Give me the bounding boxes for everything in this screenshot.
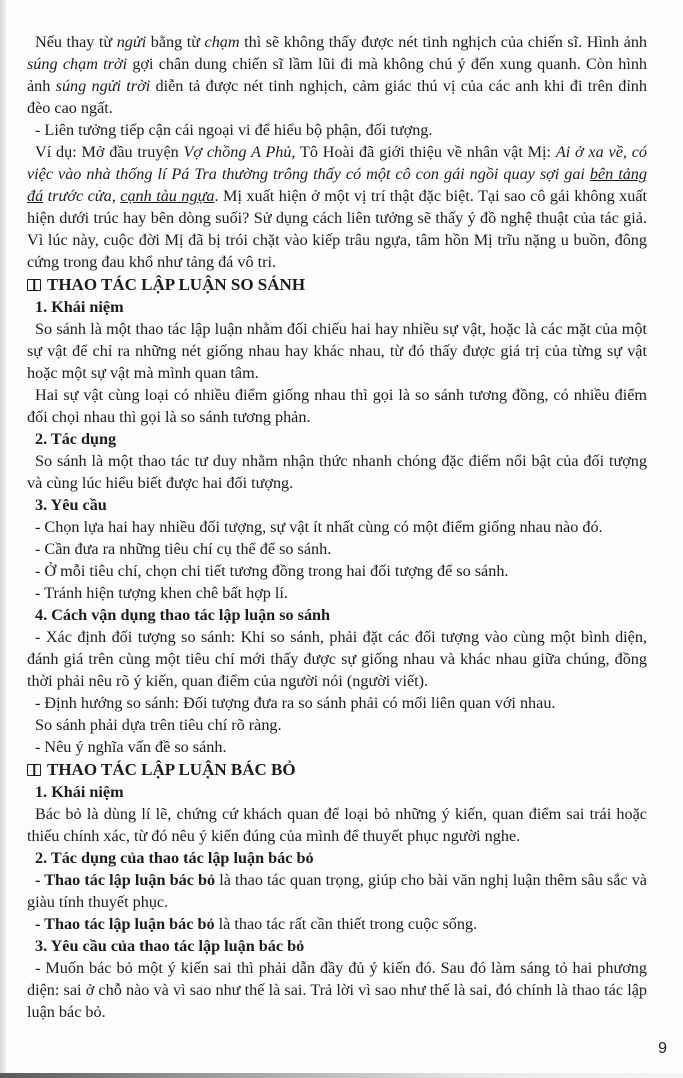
paragraph: So sánh là một thao tác lập luận nhằm đối chiếu hai hay nhiều sự vật, hoặc là các mặt của một sự vật để chỉ ra những nét giống nhau hay khác nhau, từ đó thấy được giá trị của từng sự vật hoặc một sự vật mà mình quan tâm. [27, 320, 647, 382]
quote-text: trước cửa, [43, 187, 121, 205]
text-run: là thao tác quan trọng, giúp cho bài văn nghị luận thêm sâu sắc và giàu tính thuyết phục. [27, 871, 647, 911]
list-item: - Cần đưa ra những tiêu chí cụ thể để so sánh. [35, 540, 332, 558]
subheading: 1. Khái niệm [35, 783, 124, 801]
page-bottom-edge-shadow [0, 1073, 683, 1078]
intro-paragraph [27, 31, 647, 119]
book-page [27, 0, 667, 1073]
text-run: bằng từ [146, 33, 205, 51]
list-item: - Chọn lựa hai hay nhiều đối tượng, sự vật ít nhất cùng có một điểm giống nhau nào đó. [35, 518, 603, 536]
underlined-phrase: cạnh tàu ngựa [120, 187, 215, 205]
list-item [27, 869, 647, 913]
text-run: thì sẽ không thấy được nét tinh nghịch của chiến sĩ. Hình ảnh [239, 33, 648, 51]
italic-term: chạm [204, 33, 240, 51]
paragraph: Hai sự vật cùng loại có nhiều điểm giống nhau thì gọi là so sánh tương đồng, có nhiều điểm đối chọi nhau thì gọi là so sánh tương phản. [27, 386, 647, 426]
list-item [27, 913, 647, 935]
subheading: 3. Yêu cầu của thao tác lập luận bác bỏ [35, 937, 305, 955]
text-run: là thao tác rất cần thiết trong cuộc sống. [214, 915, 478, 933]
section-heading-compare [27, 273, 647, 296]
list-item: - Định hướng so sánh: Đối tượng đưa ra so sánh phải có mối liên quan với nhau. [35, 694, 556, 712]
section-heading-refute [27, 758, 647, 781]
italic-term: súng chạm trời [27, 55, 128, 73]
page-left-edge-shadow [0, 0, 6, 1078]
bold-term: - Thao tác lập luận bác bỏ [35, 871, 216, 889]
text-run: Tô Hoài đã giới thiệu về nhân vật Mị: [295, 143, 556, 161]
section-title: THAO TÁC LẬP LUẬN BÁC BỎ [47, 760, 296, 779]
quote-text: Ai ở xa về, có việc vào nhà thống lí Pá Tra thường trông thấy có một cô con gái ngồi quay sợi gai [27, 143, 648, 183]
subheading: 4. Cách vận dụng thao tác lập luận so sánh [35, 606, 331, 624]
text-run: diễn tả được nét tinh nghịch, cảm giác thú vị của các anh khi đi trên đỉnh đèo cao ngất. [27, 77, 647, 117]
italic-term: ngửi [116, 33, 147, 51]
list-item: - Xác định đối tượng so sánh: Khi so sánh, phải đặt các đối tượng vào cùng một bình diện, đánh giá trên cùng một tiêu chí mới thấy được sự giống nhau và khác nhau giữa chúng, đồng thời phải nêu rõ ý kiến, quan điểm của người nói (người viết). [27, 628, 647, 690]
page-footer [27, 1033, 667, 1073]
intro-bullet: - Liên tưởng tiếp cận cái ngoại vi để hiểu bộ phận, đối tượng. [35, 121, 433, 139]
subheading: 3. Yêu cầu [35, 496, 107, 514]
story-title: Vợ chồng A Phủ, [183, 143, 296, 161]
list-item: - Ở mỗi tiêu chí, chọn chi tiết tương đồng trong hai đối tượng để so sánh. [35, 562, 509, 580]
text-run: Nếu thay từ [35, 33, 117, 51]
text-run: . Mị xuất hiện ở một vị trí thật đặc biệt. Tại sao cô gái không xuất hiện dưới trúc hay bên dòng suối? Sử dụng cách liên tưởng sẽ thấy ý đồ nghệ thuật của tác giả. Vì lúc này, cuộc đời Mị đã bị trói chặt vào kiếp trâu ngựa, tâm hồn Mị trĩu nặng u buồn, đông cứng trong đau khổ như tảng đá vô tri. [27, 187, 648, 271]
paragraph: Bác bỏ là dùng lí lẽ, chứng cứ khách quan để loại bỏ những ý kiến, quan điểm sai trái hoặc thiếu chính xác, từ đó nêu ý kiến đúng của mình để thuyết phục người nghe. [27, 805, 647, 845]
italic-term: súng ngửi trời [55, 77, 151, 95]
book-icon [27, 279, 41, 291]
list-item: - Nêu ý nghĩa vấn đề so sánh. [35, 738, 227, 756]
bold-term: - Thao tác lập luận bác bỏ [35, 915, 215, 933]
example-paragraph [27, 141, 647, 273]
subheading: 2. Tác dụng của thao tác lập luận bác bỏ [35, 849, 314, 867]
underlined-phrase: bên tảng đá [27, 165, 647, 205]
list-item: So sánh phải dựa trên tiêu chí rõ ràng. [35, 716, 282, 734]
page-number: 9 [658, 1040, 667, 1057]
subheading: 1. Khái niệm [35, 298, 124, 316]
subheading: 2. Tác dụng [35, 430, 117, 448]
section-title: THAO TÁC LẬP LUẬN SO SÁNH [47, 275, 306, 294]
paragraph: So sánh là một thao tác tư duy nhằm nhận thức nhanh chóng đặc điểm nổi bật của đối tượng và cùng lúc hiểu biết được hai đối tượng. [27, 452, 647, 492]
list-item: - Tránh hiện tượng khen chê bất hợp lí. [35, 584, 288, 602]
book-icon [27, 764, 41, 776]
paragraph: - Muốn bác bỏ một ý kiến sai thì phải dẫn đầy đủ ý kiến đó. Sau đó làm sáng tỏ hai phương diện: sai ở chỗ nào và vì sao như thế là sai. Trả lời vì sao như thế là sai, đó chính là thao tác lập luận bác bỏ. [27, 959, 647, 1021]
text-run: Ví dụ: Mở đầu truyện [35, 143, 184, 161]
text-run: gợi chân dung chiến sĩ lầm lũi đi mà không chú ý đến xung quanh. Còn hình ảnh [27, 55, 648, 95]
